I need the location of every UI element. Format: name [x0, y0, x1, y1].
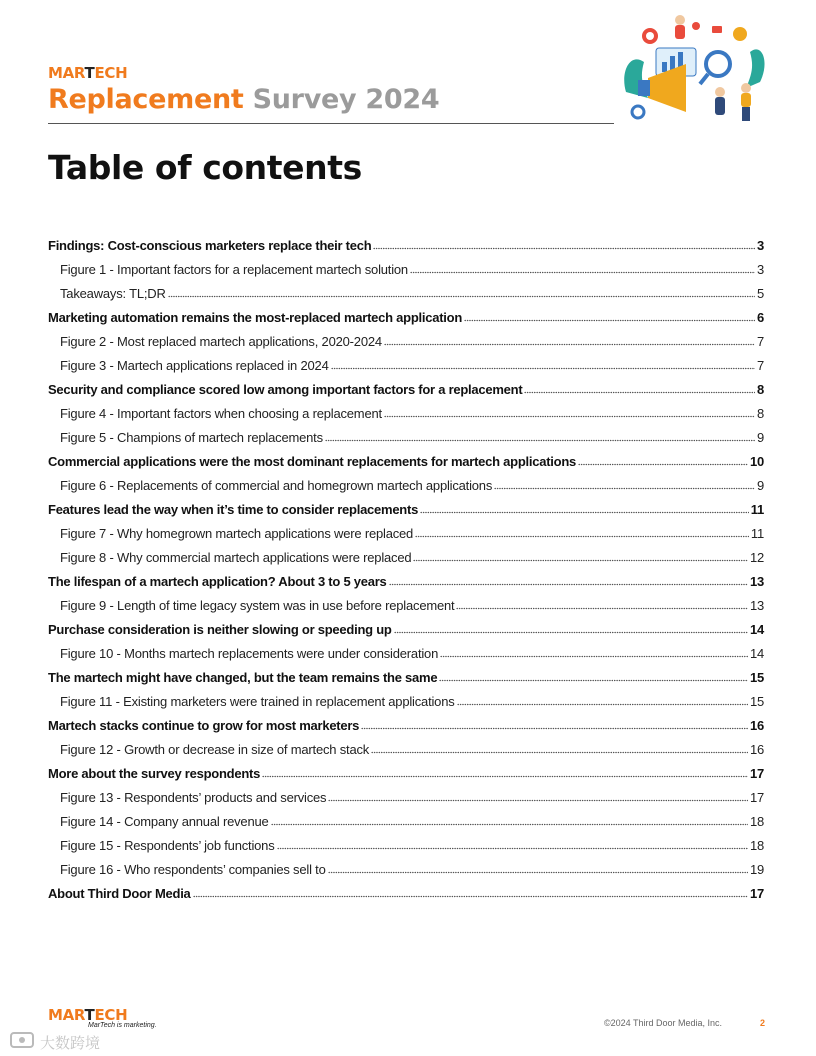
toc-figure-entry[interactable] [48, 284, 764, 308]
toc-entry-page: 8 [757, 382, 764, 397]
toc-figure-entry[interactable] [48, 524, 764, 548]
person-legs-3 [742, 107, 750, 121]
toc-entry-page: 13 [749, 598, 764, 613]
toc-entry-page: 15 [750, 670, 764, 685]
toc-entry-label: Figure 1 - Important factors for a replacement martech solution [60, 262, 408, 277]
toc-entry-label: Figure 6 - Replacements of commercial and homegrown martech applications [60, 478, 493, 493]
toc-entry-label: Figure 11 - Existing marketers were trained in replacement applications [60, 694, 455, 709]
toc-entry-label: Findings: Cost-conscious marketers replace their tech [48, 238, 372, 253]
toc-entry-label: Figure 5 - Champions of martech replacements [60, 430, 323, 445]
toc-entry-page: 17 [750, 766, 764, 781]
toc-entry-label: Features lead the way when it’s time to consider replacements [48, 502, 419, 517]
toc-entry-label: Takeaways: TL;DR [60, 286, 166, 301]
martech-logo: MARTECH [48, 64, 128, 82]
toc-section-entry[interactable] [48, 668, 764, 692]
toc-entry-label: The lifespan of a martech application? About 3 to 5 years [48, 574, 387, 589]
toc-figure-entry[interactable] [48, 356, 764, 380]
toc-figure-entry[interactable] [48, 692, 764, 716]
page-number: 2 [760, 1018, 766, 1028]
toc-entry-label: Commercial applications were the most dominant replacements for martech applications [48, 454, 577, 469]
toc-entry-page: 7 [756, 358, 764, 373]
toc-entry-label: Martech stacks continue to grow for most marketers [48, 718, 360, 733]
dot-leader [193, 895, 748, 898]
toc-entry-label: Figure 2 - Most replaced martech applications, 2020-2024 [60, 334, 382, 349]
toc-entry-page: 9 [756, 478, 764, 493]
dot-leader [384, 415, 755, 418]
dot-leader [494, 487, 755, 490]
toc-section-entry[interactable] [48, 500, 764, 524]
toc-entry-label: Figure 13 - Respondents’ products and services [60, 790, 327, 805]
toc-entry-label: Security and compliance scored low among important factors for a replacement [48, 382, 523, 397]
toc-entry-page: 7 [756, 334, 764, 349]
toc-entry-label: The martech might have changed, but the team remains the same [48, 670, 438, 685]
dot-leader [277, 847, 748, 850]
toc-entry-page: 18 [749, 838, 764, 853]
toc-section-entry[interactable] [48, 764, 764, 788]
toc-figure-entry[interactable] [48, 740, 764, 764]
person-head-1 [675, 15, 685, 25]
dot-leader [371, 751, 748, 754]
toc-entry-label: Figure 16 - Who respondents’ companies sell to [60, 862, 326, 877]
toc-entry-page: 17 [750, 886, 764, 901]
footer-tagline: MarTech is marketing. [88, 1022, 157, 1029]
dot-leader [168, 295, 755, 298]
dot-leader [415, 535, 749, 538]
dot-leader [439, 679, 748, 682]
toc-figure-entry[interactable] [48, 836, 764, 860]
toc-figure-entry[interactable] [48, 644, 764, 668]
toc-figure-entry[interactable] [48, 260, 764, 284]
toc-entry-page: 5 [756, 286, 764, 301]
toc-section-entry[interactable] [48, 236, 764, 260]
toc-section-entry[interactable] [48, 452, 764, 476]
toc-section-entry[interactable] [48, 572, 764, 596]
copyright-text: ©2024 Third Door Media, Inc. [604, 1018, 723, 1028]
watermark-logo-icon [10, 1030, 36, 1050]
toc-figure-entry[interactable] [48, 428, 764, 452]
toc-entry-page: 3 [756, 262, 764, 277]
toc-entry-label: More about the survey respondents [48, 766, 261, 781]
toc-figure-entry[interactable] [48, 812, 764, 836]
page-title: Table of contents [48, 148, 362, 187]
dot-leader [394, 631, 748, 634]
dot-leader [373, 247, 755, 250]
dot-leader [440, 655, 748, 658]
toc-entry-label: Figure 10 - Months martech replacements were under consideration [60, 646, 439, 661]
toc-entry-page: 8 [756, 406, 764, 421]
table-of-contents [48, 236, 764, 908]
toc-figure-entry[interactable] [48, 476, 764, 500]
toc-entry-label: Figure 15 - Respondents’ job functions [60, 838, 275, 853]
toc-figure-entry[interactable] [48, 332, 764, 356]
dot-leader [325, 439, 755, 442]
dot-leader [413, 559, 748, 562]
toc-section-entry[interactable] [48, 620, 764, 644]
toc-section-entry[interactable] [48, 380, 764, 404]
dot-leader [384, 343, 755, 346]
megaphone-handle [638, 80, 650, 96]
toc-entry-page: 9 [756, 430, 764, 445]
dot-leader [456, 607, 747, 610]
toc-figure-entry[interactable] [48, 788, 764, 812]
toc-entry-page: 13 [750, 574, 764, 589]
dot-leader [420, 511, 749, 514]
dot-leader [328, 871, 748, 874]
dot-leader [457, 703, 748, 706]
toc-entry-page: 6 [757, 310, 764, 325]
toc-entry-label: Figure 12 - Growth or decrease in size of martech stack [60, 742, 370, 757]
toc-figure-entry[interactable] [48, 548, 764, 572]
toc-figure-entry[interactable] [48, 404, 764, 428]
toc-entry-label: Purchase consideration is neither slowing or speeding up [48, 622, 392, 637]
target-icon-center [646, 32, 654, 40]
toc-entry-label: Marketing automation remains the most-replaced martech application [48, 310, 463, 325]
footer-logo: MARTECH [48, 1006, 128, 1024]
toc-entry-page: 10 [750, 454, 764, 469]
report-title-word1: Replacement [48, 84, 244, 115]
toc-entry-page: 16 [749, 742, 764, 757]
toc-section-entry[interactable] [48, 884, 764, 908]
dot-leader [389, 583, 749, 586]
magnifier-handle [700, 74, 708, 84]
dot-leader [524, 391, 755, 394]
dot-leader [328, 799, 748, 802]
marketing-illustration [620, 12, 770, 126]
toc-entry-page: 11 [750, 502, 764, 517]
toc-figure-entry[interactable] [48, 596, 764, 620]
report-title [48, 84, 439, 115]
person-head-3 [741, 83, 751, 93]
notification-icon [692, 22, 700, 30]
toc-entry-page: 19 [749, 862, 764, 877]
person-head-2 [715, 87, 725, 97]
toc-section-entry[interactable] [48, 308, 764, 332]
toc-entry-page: 12 [749, 550, 764, 565]
toc-entry-page: 15 [749, 694, 764, 709]
toc-entry-page: 3 [757, 238, 764, 253]
toc-entry-label: Figure 3 - Martech applications replaced in 2024 [60, 358, 329, 373]
dot-leader [331, 367, 755, 370]
video-icon [712, 26, 722, 33]
dot-leader [361, 727, 748, 730]
toc-entry-label: About Third Door Media [48, 886, 191, 901]
toc-entry-label: Figure 14 - Company annual revenue [60, 814, 269, 829]
toc-entry-page: 11 [750, 526, 764, 541]
toc-entry-page: 16 [750, 718, 764, 733]
toc-entry-page: 14 [750, 622, 764, 637]
person-body-1 [675, 25, 685, 39]
gear-icon [632, 106, 644, 118]
dot-leader [464, 319, 755, 322]
dot-leader [271, 823, 748, 826]
dot-leader [410, 271, 755, 274]
magnifier-icon [706, 52, 730, 76]
toc-entry-page: 17 [749, 790, 764, 805]
dot-leader [262, 775, 748, 778]
dot-leader [578, 463, 748, 466]
toc-entry-label: Figure 8 - Why commercial martech applications were replaced [60, 550, 412, 565]
report-title-word2: Survey 2024 [252, 84, 440, 115]
toc-entry-page: 18 [749, 814, 764, 829]
megaphone-icon [648, 64, 686, 112]
chart-card-bar-1 [662, 62, 667, 72]
toc-entry-label: Figure 7 - Why homegrown martech applications were replaced [60, 526, 414, 541]
lightbulb-icon [733, 27, 747, 41]
toc-section-entry[interactable] [48, 716, 764, 740]
toc-entry-page: 14 [749, 646, 764, 661]
toc-entry-label: Figure 4 - Important factors when choosing a replacement [60, 406, 382, 421]
person-body-2 [715, 97, 725, 115]
toc-entry-label: Figure 9 - Length of time legacy system was in use before replacement [60, 598, 455, 613]
person-body-3 [741, 93, 751, 107]
watermark-text: 大数跨境 [40, 1035, 101, 1052]
header-divider [48, 123, 614, 124]
toc-figure-entry[interactable] [48, 860, 764, 884]
leaf-right [746, 49, 765, 88]
